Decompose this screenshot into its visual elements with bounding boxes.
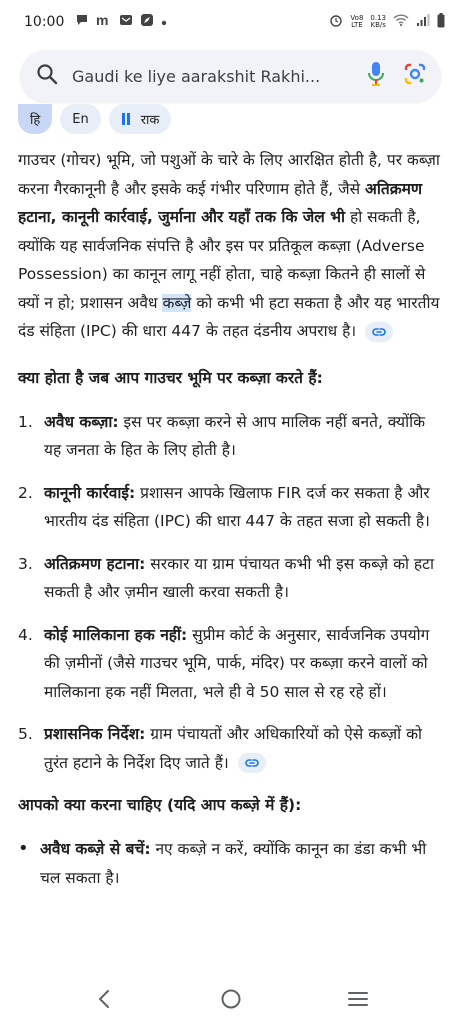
intro-text-3: को कभी भी हटा सकता है और यह भारतीय दंड संहिता (IPC) की धारा 447 के तहत दंडनीय अपराध है। (18, 293, 440, 340)
list-item (18, 479, 445, 536)
search-icon[interactable] (36, 63, 58, 89)
list-item-title: अतिक्रमण हटाना: (44, 554, 146, 573)
list-item-title: अवैध कब्ज़ा: (44, 412, 119, 431)
network-volte: Vo8 (350, 14, 364, 22)
status-time: 10:00 (24, 14, 65, 30)
data-speed (370, 15, 386, 29)
network-lte: LTE (351, 21, 363, 29)
intro-paragraph (18, 146, 445, 346)
status-right (329, 13, 445, 32)
chip-hindi[interactable] (18, 104, 52, 134)
section-heading-consequences: क्या होता है जब आप गाउचर भूमि पर कब्ज़ा करते हैं: (18, 368, 323, 387)
list-item-text: सुप्रीम कोर्ट के अनुसार, सार्वजनिक उपयोग की ज़मीनों (जैसे गाउचर भूमि, पार्क, मंदिर) पर कब्ज़ा करने वालों को मालिकाना हक नहीं मिलता, भले ही वे 50 साल से रह रहे हों। (44, 625, 430, 701)
data-speed-value: 0.13 (370, 14, 386, 22)
search-actions (367, 61, 427, 91)
list-item-number: 4. (18, 625, 33, 644)
consequences-list (18, 408, 445, 778)
back-icon (97, 989, 111, 1009)
chip-english-label: En (72, 111, 89, 127)
list-item-number: 2. (18, 483, 33, 502)
intro-highlight: कब्ज़े (162, 293, 192, 312)
list-bullet: • (18, 838, 29, 859)
battery-icon (437, 13, 445, 32)
list-item-text: नए कब्ज़े न करें, क्योंकि कानून का डंडा कभी भी चल सकता है। (40, 840, 427, 887)
wifi-icon (393, 13, 409, 31)
pause-icon (121, 113, 131, 125)
mail-icon (119, 13, 133, 31)
status-left (24, 13, 167, 31)
list-item-title: कानूनी कार्रवाई: (44, 483, 136, 502)
source-link-button[interactable] (238, 753, 266, 773)
ai-answer-content (18, 146, 445, 906)
search-query[interactable]: Gaudi ke liye aarakshit Rakhi... (72, 66, 321, 86)
system-nav-bar (0, 974, 461, 1024)
link-icon (372, 327, 386, 337)
m-app-icon (96, 13, 112, 31)
list-item-title: कोई मालिकाना हक नहीं: (44, 625, 188, 644)
intro-text-1: गाउचर (गोचर) भूमि, जो पशुओं के चारे के लिए आरक्षित होती है, पर कब्ज़ा करना गैरकानूनी है और इसके कई गंभीर परिणाम होते हैं, जैसे (18, 151, 440, 198)
search-bar[interactable] (20, 50, 441, 102)
status-bar (0, 0, 461, 44)
list-item-text: सरकार या ग्राम पंचायत कभी भी इस कब्ज़े को हटा सकती है और ज़मीन खाली करवा सकती है। (44, 554, 434, 601)
back-button[interactable] (84, 979, 124, 1019)
home-icon (220, 988, 242, 1010)
chip-hindi-label: हि (30, 113, 41, 128)
source-link-button[interactable] (365, 322, 393, 342)
mic-icon[interactable] (367, 61, 385, 91)
list-item-body (44, 550, 445, 607)
intro-text-2: हो सकती है, क्योंकि यह सार्वजनिक संपत्ति है और इस पर प्रतिकूल कब्ज़ा (Adverse Possession) का कानून लागू नहीं होता, चाहे कब्ज़ा कितने ही सालों से क्यों न हो; प्रशासन अवैध (18, 208, 426, 312)
list-item (18, 550, 445, 607)
what-to-do-list (18, 835, 445, 892)
list-item-number: 5. (18, 725, 33, 743)
list-item-body (44, 720, 445, 777)
chat-bubble-icon (75, 13, 89, 31)
menu-icon (347, 990, 369, 1008)
language-chips (18, 104, 171, 136)
chip-english[interactable] (60, 104, 100, 134)
list-item-text: इस पर कब्ज़ा करने से आप मालिक नहीं बनते, क्योंकि यह जनता के हित के लिए होती है। (44, 412, 426, 459)
list-item-text: प्रशासन आपके खिलाफ FIR दर्ज कर सकता है और भारतीय दंड संहिता (IPC) की धारा 447 के तहत सजा हो सकती है। (44, 483, 430, 530)
list-item-number: 1. (18, 412, 33, 431)
recents-button[interactable] (338, 979, 378, 1019)
list-item-body (44, 621, 445, 707)
list-item-body (44, 408, 445, 465)
intro-bold: अतिक्रमण हटाना, कानूनी कार्रवाई, जुर्माना और यहाँ तक कि जेल भी (18, 179, 423, 226)
svg-text:m: m (96, 13, 109, 27)
notification-dot-icon (161, 14, 167, 30)
compass-app-icon (140, 13, 154, 31)
list-item-body (40, 835, 445, 892)
list-item (18, 720, 445, 777)
section-heading-what-to-do: आपको क्या करना चाहिए (यदि आप कब्ज़े में हैं): (18, 796, 302, 814)
google-lens-icon[interactable] (403, 62, 427, 90)
chip-rakhi[interactable] (109, 104, 172, 134)
data-speed-unit: KB/s (370, 21, 386, 29)
home-button[interactable] (211, 979, 251, 1019)
link-icon (245, 758, 259, 768)
list-item (18, 621, 445, 707)
list-item-body (44, 479, 445, 536)
chip-rakhi-label: राक (140, 113, 160, 128)
alarm-icon (329, 13, 343, 31)
list-item-title: अवैध कब्ज़े से बचें: (40, 840, 151, 858)
list-item (18, 835, 445, 892)
list-item-number: 3. (18, 554, 33, 573)
network-type (350, 15, 363, 29)
list-item-text: ग्राम पंचायतों और अधिकारियों को ऐसे कब्ज़ों को तुरंत हटाने के निर्देश दिए जाते हैं। (44, 725, 423, 772)
signal-icon (416, 13, 430, 31)
list-item (18, 408, 445, 465)
list-item-title: प्रशासनिक निर्देश: (44, 725, 146, 743)
